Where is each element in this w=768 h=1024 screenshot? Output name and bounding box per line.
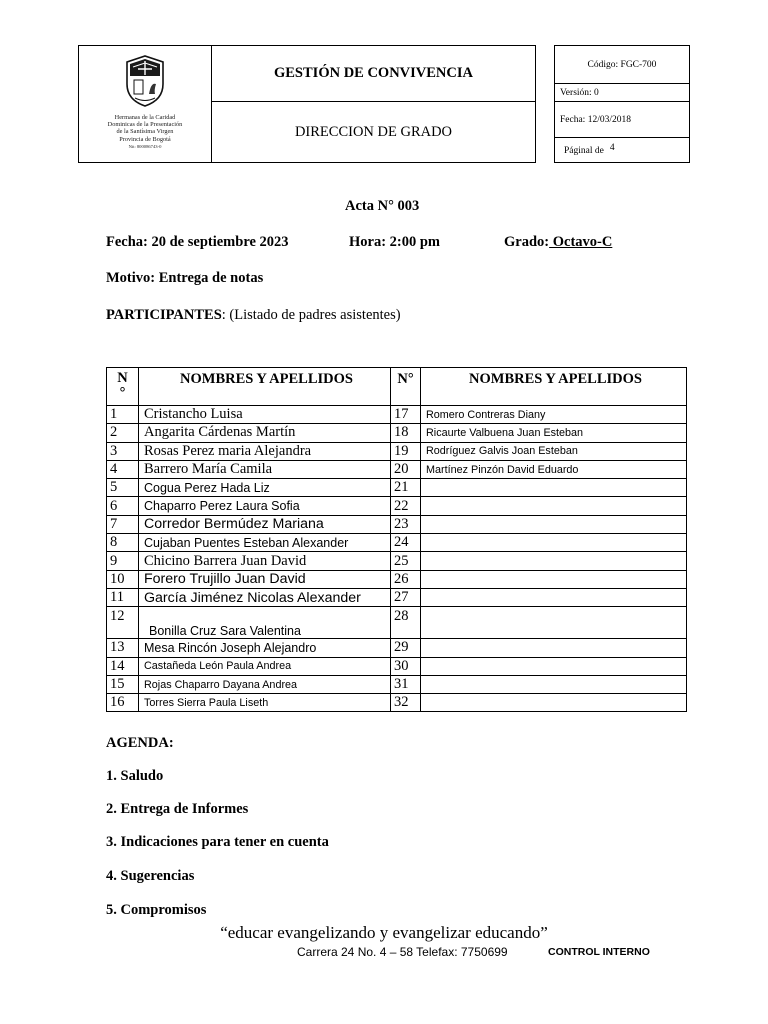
row-number: 9 [107, 552, 139, 570]
participant-name: Rosas Perez maria Alejandra [139, 442, 391, 460]
participant-name [421, 694, 687, 712]
participant-name: Barrero María Camila [139, 460, 391, 478]
grade-value: Octavo-C [549, 234, 613, 250]
footer-address: Carrera 24 No. 4 – 58 Telefax: 7750699 [297, 945, 508, 959]
logo-line: Provincia de Bogotá [119, 135, 171, 143]
row-number: 15 [107, 675, 139, 693]
table-row [107, 657, 687, 675]
participant-name: Mesa Rincón Joseph Alejandro [139, 639, 391, 657]
agenda-item: 2. Entrega de Informes [106, 801, 249, 817]
column-header-number [107, 368, 139, 406]
page-indicator [555, 138, 689, 164]
column-header-names: NOMBRES Y APELLIDOS [421, 368, 687, 406]
participant-name [421, 534, 687, 552]
participant-name [421, 607, 687, 639]
participant-name: Cujaban Puentes Esteban Alexander [139, 534, 391, 552]
acta-title: Acta N° 003 [345, 198, 420, 214]
participant-name: Rodríguez Galvis Joan Esteban [421, 442, 687, 460]
footer-motto: “educar evangelizando y evangelizar educando” [220, 923, 548, 942]
participant-name: Ricaurte Valbuena Juan Esteban [421, 424, 687, 442]
page-label: Páginal de [564, 146, 604, 156]
row-number: 1 [107, 406, 139, 424]
agenda-item: 5. Compromisos [106, 902, 207, 918]
meeting-date: Fecha: 20 de septiembre 2023 [106, 234, 289, 250]
row-number: 4 [107, 460, 139, 478]
row-number: 2 [107, 424, 139, 442]
participants-table [106, 367, 687, 712]
row-number: 19 [391, 442, 421, 460]
participant-name: Bonilla Cruz Sara Valentina [139, 607, 391, 639]
table-row [107, 588, 687, 606]
document-version: Versión: 0 [555, 84, 689, 102]
row-number: 26 [391, 570, 421, 588]
agenda-item: 4. Sugerencias [106, 868, 195, 884]
row-number: 31 [391, 675, 421, 693]
meeting-grade [504, 234, 612, 251]
row-number: 16 [107, 694, 139, 712]
table-row [107, 675, 687, 693]
row-number: 23 [391, 515, 421, 533]
n-degree: ° [119, 385, 126, 401]
row-number: 29 [391, 639, 421, 657]
participant-name [421, 657, 687, 675]
row-number: 11 [107, 588, 139, 606]
institution-name [108, 114, 183, 150]
participant-name: Forero Trujillo Juan David [139, 570, 391, 588]
table-header-row [107, 368, 687, 406]
logo-line: Dominicas de la Presentación [107, 121, 183, 129]
n-letter: N [117, 370, 128, 386]
logo-nit: Nit: 800086743-0 [128, 143, 162, 149]
document-date: Fecha: 12/03/2018 [555, 102, 689, 138]
row-number: 30 [391, 657, 421, 675]
row-number: 5 [107, 479, 139, 497]
document-control-box [554, 45, 690, 163]
row-number: 24 [391, 534, 421, 552]
row-number: 18 [391, 424, 421, 442]
document-subtitle: DIRECCION DE GRADO [294, 123, 453, 140]
institution-logo-cell [79, 46, 212, 162]
row-number: 25 [391, 552, 421, 570]
document-title: GESTIÓN DE CONVIVENCIA [212, 46, 535, 102]
logo-line: Hermanas de la Caridad [114, 114, 176, 121]
table-row [107, 479, 687, 497]
participant-name: Chicino Barrera Juan David [139, 552, 391, 570]
table-row [107, 552, 687, 570]
column-header-names: NOMBRES Y APELLIDOS [139, 368, 391, 406]
participants-heading [106, 307, 401, 324]
table-row [107, 460, 687, 478]
row-number: 10 [107, 570, 139, 588]
document-code: Código: FGC-700 [555, 46, 689, 84]
row-number: 32 [391, 694, 421, 712]
participant-name: Romero Contreras Diany [421, 406, 687, 424]
participant-name: Cristancho Luisa [139, 406, 391, 424]
participants-label: PARTICIPANTES [106, 307, 222, 323]
participant-name: Martínez Pinzón David Eduardo [421, 460, 687, 478]
participant-name: Castañeda León Paula Andrea [139, 657, 391, 675]
table-row [107, 515, 687, 533]
meeting-time: Hora: 2:00 pm [349, 234, 441, 250]
table-row [107, 639, 687, 657]
document-header [78, 45, 536, 163]
shield-logo-icon [125, 54, 165, 108]
participant-name: Angarita Cárdenas Martín [139, 424, 391, 442]
page-count: 4 [609, 143, 615, 153]
row-number: 12 [107, 607, 139, 639]
column-header-number: N° [391, 368, 421, 406]
participant-name: Torres Sierra Paula Liseth [139, 694, 391, 712]
table-row [107, 497, 687, 515]
participant-name [421, 639, 687, 657]
row-number: 28 [391, 607, 421, 639]
participant-name: García Jiménez Nicolas Alexander [139, 588, 391, 606]
participant-name [421, 497, 687, 515]
table-row [107, 694, 687, 712]
participant-name [421, 675, 687, 693]
row-number: 7 [107, 515, 139, 533]
row-number: 13 [107, 639, 139, 657]
participant-name [421, 570, 687, 588]
logo-line: de la Santísima Virgen [116, 128, 174, 136]
meeting-reason: Motivo: Entrega de notas [106, 270, 264, 286]
row-number: 20 [391, 460, 421, 478]
row-number: 3 [107, 442, 139, 460]
row-number: 17 [391, 406, 421, 424]
agenda-item: 1. Saludo [106, 768, 164, 784]
table-row [107, 424, 687, 442]
participant-name: Cogua Perez Hada Liz [139, 479, 391, 497]
row-number: 8 [107, 534, 139, 552]
table-row [107, 406, 687, 424]
agenda-item: 3. Indicaciones para tener en cuenta [106, 834, 329, 850]
row-number: 14 [107, 657, 139, 675]
grade-label: Grado: [504, 234, 550, 250]
table-row [107, 607, 687, 639]
row-number: 22 [391, 497, 421, 515]
participant-name [421, 479, 687, 497]
participant-name: Chaparro Perez Laura Sofia [139, 497, 391, 515]
participant-name: Rojas Chaparro Dayana Andrea [139, 675, 391, 693]
row-number: 21 [391, 479, 421, 497]
row-number: 27 [391, 588, 421, 606]
participant-name [421, 515, 687, 533]
table-row [107, 570, 687, 588]
table-row [107, 534, 687, 552]
row-number: 6 [107, 497, 139, 515]
footer-control-label: CONTROL INTERNO [548, 946, 650, 958]
participant-name: Corredor Bermúdez Mariana [139, 515, 391, 533]
participant-name [421, 588, 687, 606]
agenda-title: AGENDA: [106, 735, 174, 751]
table-row [107, 442, 687, 460]
participants-note: : (Listado de padres asistentes) [221, 307, 401, 323]
participant-name [421, 552, 687, 570]
